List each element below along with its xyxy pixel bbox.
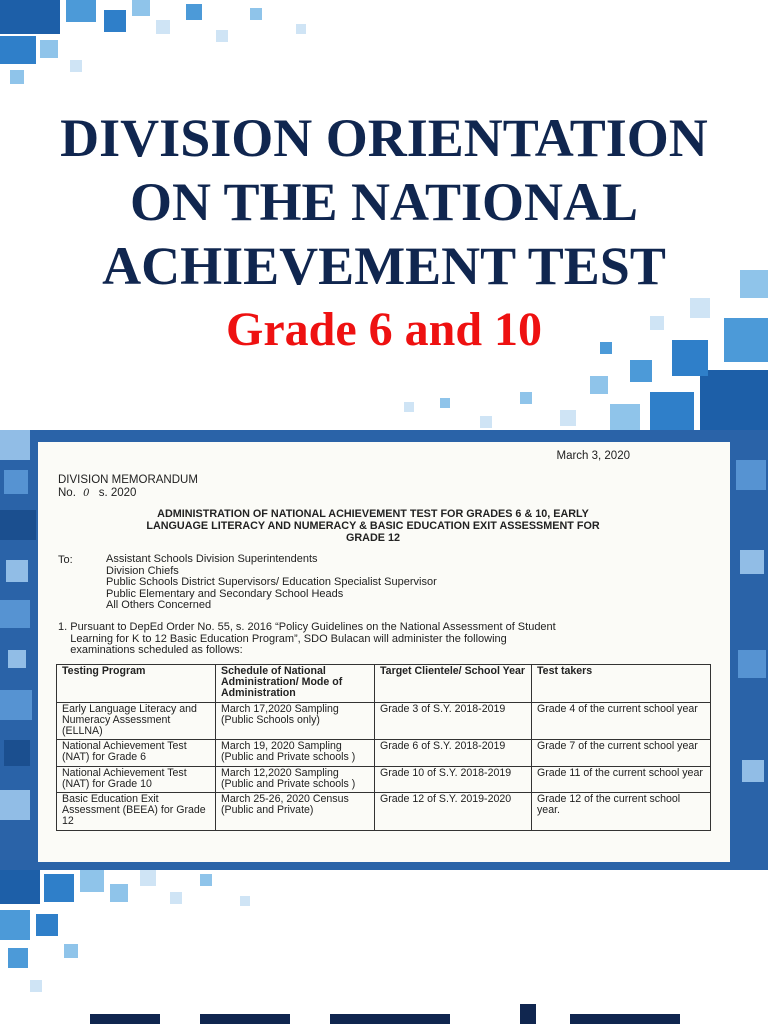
column-header: Test takers	[532, 665, 711, 703]
paragraph-line: 1. Pursuant to DepEd Order No. 55, s. 2016 “Policy Guidelines on the National Assessment of Student	[58, 621, 556, 633]
decor-square	[0, 0, 60, 34]
text-fragment	[570, 1014, 680, 1024]
paragraph-line: Learning for K to 12 Basic Education Program”, SDO Bulacan will administer the following	[58, 632, 507, 645]
column-header: Target Clientele/ School Year	[375, 665, 532, 703]
decor-square	[240, 896, 250, 906]
decor-square	[738, 650, 766, 678]
memo-title-line: LANGUAGE LITERACY AND NUMERACY & BASIC EDUCATION EXIT ASSESSMENT FOR	[146, 520, 600, 532]
next-slide-title-fragment	[90, 1002, 690, 1024]
slide-title-line: DIVISION ORIENTATION	[60, 108, 708, 168]
table-cell: Grade 12 of S.Y. 2019-2020	[375, 793, 532, 831]
decor-square	[610, 404, 640, 430]
text-fragment	[200, 1014, 290, 1024]
text-fragment	[520, 1004, 536, 1024]
decor-square	[0, 430, 30, 460]
memorandum-document	[38, 442, 730, 862]
decor-square	[0, 870, 40, 904]
table-cell: National Achievement Test (NAT) for Grade 10	[57, 766, 216, 792]
table-header-row	[57, 665, 711, 703]
table-cell: Grade 3 of S.Y. 2018-2019	[375, 702, 532, 740]
memo-to-label: To:	[58, 554, 73, 566]
table-cell: March 17,2020 Sampling (Public Schools only)	[216, 702, 375, 740]
slide-subtitle: Grade 6 and 10	[225, 303, 543, 356]
decor-square	[742, 760, 764, 782]
decor-square	[560, 410, 576, 426]
decor-square	[0, 910, 30, 940]
paragraph-line: examinations scheduled as follows:	[58, 644, 243, 657]
table-cell: National Achievement Test (NAT) for Grade 6	[57, 740, 216, 766]
memo-series: s. 2020	[98, 487, 137, 499]
decor-square	[186, 4, 202, 20]
decor-square	[104, 10, 126, 32]
table-cell: Grade 12 of the current school year.	[532, 793, 711, 831]
decor-square	[30, 980, 42, 992]
recipient: Public Elementary and Secondary School Heads	[106, 587, 344, 600]
decor-square	[740, 550, 764, 574]
decor-square	[70, 60, 82, 72]
text-fragment	[90, 1014, 160, 1024]
decor-square	[132, 0, 150, 16]
decor-square	[440, 398, 450, 408]
recipient: Public Schools District Supervisors/ Education Specialist Supervisor	[106, 576, 437, 589]
column-header: Schedule of National Administration/ Mode of Administration	[216, 665, 375, 703]
decor-square	[216, 30, 228, 42]
memo-paragraph	[58, 622, 668, 657]
decor-square	[64, 944, 78, 958]
table-cell: Early Language Literacy and Numeracy Assessment (ELLNA)	[57, 702, 216, 740]
decor-square	[700, 370, 768, 430]
memo-number-handwritten: 0	[83, 488, 90, 499]
table-cell: March 25-26, 2020 Census (Public and Private)	[216, 793, 375, 831]
decor-square	[200, 874, 212, 886]
table-cell: Grade 6 of S.Y. 2018-2019	[375, 740, 532, 766]
table-cell: Grade 4 of the current school year	[532, 702, 711, 740]
table-cell: Grade 11 of the current school year	[532, 766, 711, 792]
column-header: Testing Program	[57, 665, 216, 703]
memo-number-label: No.	[58, 487, 76, 499]
decor-square	[736, 460, 766, 490]
table-cell: Grade 7 of the current school year	[532, 740, 711, 766]
decor-square	[630, 360, 652, 382]
decor-square	[404, 402, 414, 412]
memo-title-line: ADMINISTRATION OF NATIONAL ACHIEVEMENT TEST FOR GRADES 6 & 10, EARLY	[157, 508, 589, 520]
decor-square	[8, 650, 26, 668]
recipient: Division Chiefs	[106, 564, 179, 577]
slide-title-line: ACHIEVEMENT TEST	[102, 236, 666, 296]
slide-title-line: ON THE NATIONAL	[129, 172, 639, 232]
text-fragment	[330, 1014, 450, 1024]
decor-square	[4, 740, 30, 766]
next-slide-preview	[0, 870, 768, 1024]
table-cell: March 19, 2020 Sampling (Public and Private schools )	[216, 740, 375, 766]
schedule-table	[56, 664, 711, 831]
decor-square	[170, 892, 182, 904]
decor-square	[4, 470, 28, 494]
table-row	[57, 740, 711, 766]
memo-number	[58, 487, 136, 500]
decor-square	[590, 376, 608, 394]
recipient: Assistant Schools Division Superintendents	[106, 553, 318, 565]
decor-square	[10, 70, 24, 84]
decor-square	[36, 914, 58, 936]
decor-square	[250, 8, 262, 20]
memo-recipients	[106, 554, 437, 612]
decor-square	[110, 884, 128, 902]
recipient: All Others Concerned	[106, 599, 212, 612]
memo-header: DIVISION MEMORANDUM	[58, 474, 198, 486]
memo-date: March 3, 2020	[556, 450, 630, 462]
table-row	[57, 793, 711, 831]
decor-square	[0, 510, 36, 540]
decor-square	[80, 870, 104, 892]
table-row	[57, 766, 711, 792]
decor-square	[0, 690, 32, 720]
decor-square	[650, 392, 694, 430]
table-cell: March 12,2020 Sampling (Public and Private schools )	[216, 766, 375, 792]
table-cell: Basic Education Exit Assessment (BEEA) for Grade 12	[57, 793, 216, 831]
table-cell: Grade 10 of S.Y. 2018-2019	[375, 766, 532, 792]
decor-square	[296, 24, 306, 34]
decor-square	[156, 20, 170, 34]
memo-title-line: GRADE 12	[345, 532, 400, 544]
decor-square	[0, 36, 36, 64]
decor-square	[0, 790, 30, 820]
slide-header	[0, 0, 768, 430]
table-row	[57, 702, 711, 740]
decor-square	[44, 874, 74, 902]
decor-square	[6, 560, 28, 582]
decor-square	[520, 392, 532, 404]
decor-square	[8, 948, 28, 968]
decor-square	[66, 0, 96, 22]
decor-square	[40, 40, 58, 58]
decor-square	[140, 870, 156, 886]
decor-square	[480, 416, 492, 428]
decor-square	[0, 600, 30, 628]
